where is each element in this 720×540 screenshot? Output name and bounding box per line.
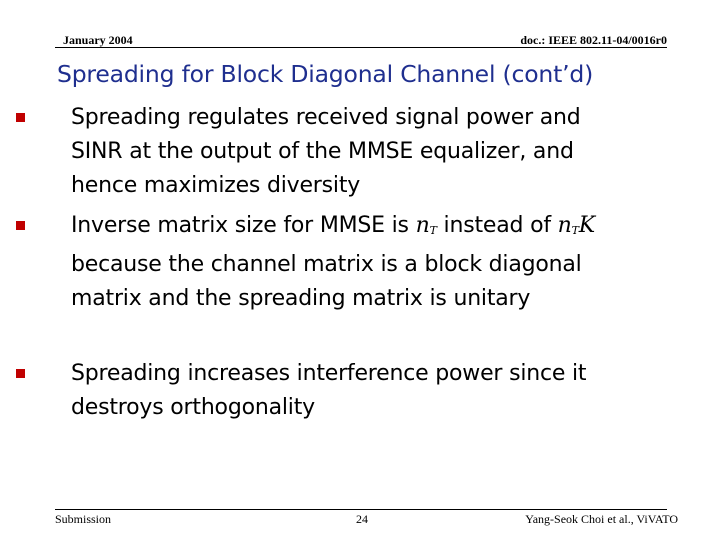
bullet-line: because the channel matrix is a block diagonal (71, 252, 582, 277)
bullet-line: matrix and the spreading matrix is unitary (71, 286, 531, 311)
math-variable: n (557, 213, 572, 238)
bullet-text-1 (71, 101, 676, 203)
math-subscript: T (571, 224, 579, 237)
bullet-line: destroys orthogonality (71, 395, 315, 420)
bullet-item-3 (16, 357, 676, 425)
bullet-item-1 (16, 101, 676, 203)
math-variable: K (578, 213, 596, 238)
footer-page-number: 24 (356, 512, 368, 526)
bullet-square-icon (16, 113, 25, 122)
math-n-t (416, 213, 437, 238)
bullet-item-2 (16, 209, 676, 316)
bullet-square-icon (16, 221, 25, 230)
bullet-text-2 (71, 209, 676, 316)
slide-title: Spreading for Block Diagonal Channel (cont’d) (57, 60, 594, 88)
bullet-line: Spreading increases interference power since it (71, 361, 587, 386)
math-n-t-k (558, 213, 595, 238)
bullet-line: Spreading regulates received signal power and (71, 105, 581, 130)
bullet-square-icon (16, 369, 25, 378)
bullet-text-3 (71, 357, 676, 425)
bullet-text-segment: Inverse matrix size for MMSE is (71, 213, 409, 238)
math-subscript: T (429, 224, 437, 237)
bullet-line: hence maximizes diversity (71, 173, 361, 198)
header-doc-id: doc.: IEEE 802.11-04/0016r0 (520, 33, 667, 47)
footer-divider (55, 509, 667, 510)
footer-submission: Submission (55, 512, 112, 526)
math-variable: n (415, 213, 430, 238)
bullet-text-segment: instead of (443, 213, 551, 238)
footer-authors: Yang-Seok Choi et al., ViVATO (525, 512, 678, 526)
header-divider (55, 47, 667, 48)
bullet-line (71, 209, 676, 248)
bullet-line: SINR at the output of the MMSE equalizer, and (71, 139, 574, 164)
header-date: January 2004 (63, 33, 133, 47)
